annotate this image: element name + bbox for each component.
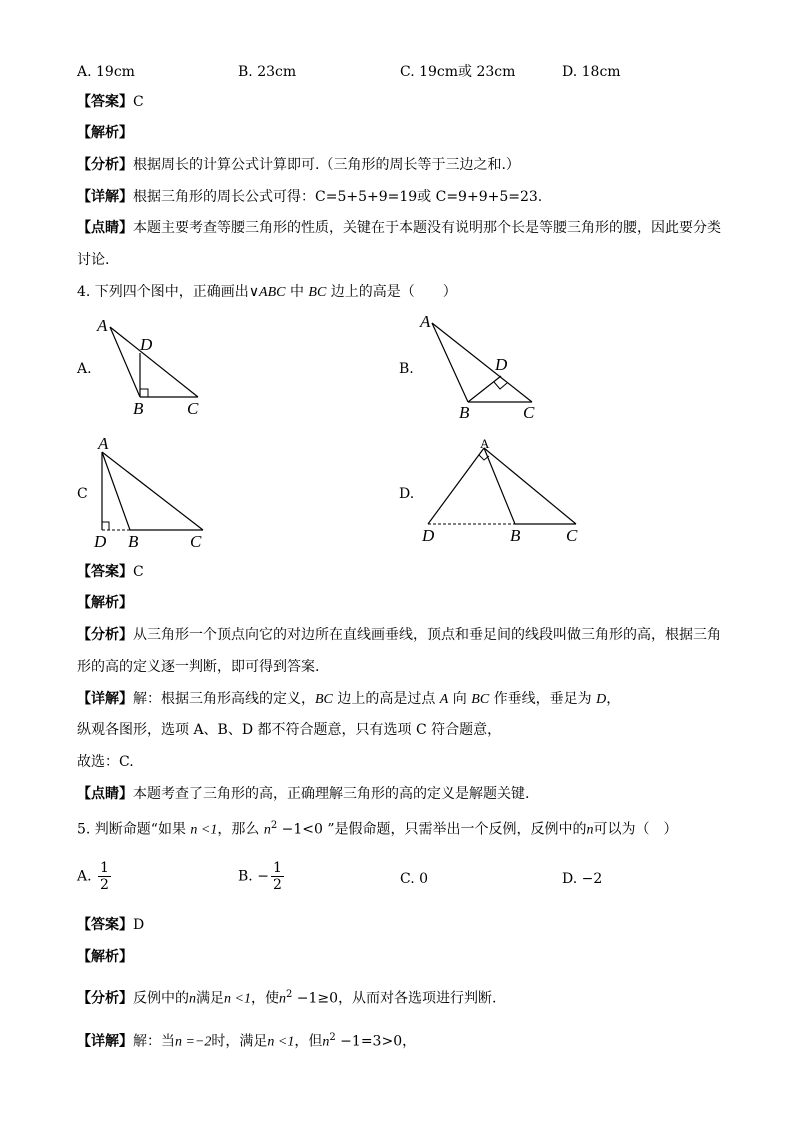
answer-value: D — [133, 917, 145, 933]
q3-xiangjie — [77, 187, 542, 207]
height-bd — [468, 376, 501, 402]
label-a: A — [98, 434, 109, 453]
answer-label: 【答案】 — [77, 564, 133, 580]
q5-stem-prefix: 5. 判断命题“如果 — [77, 821, 191, 838]
xiangjie-bc: BC — [315, 692, 333, 707]
dianjing-text: 本题主要考查等腰三角形的性质，关键在于本题没有说明那个长是等腰三角形的腰，因此要分类 — [133, 220, 721, 236]
xiangjie-pre: 解：当 — [133, 1033, 175, 1050]
xiangjie-res: −1=3>0 — [335, 1033, 403, 1050]
right-angle-mark — [494, 382, 507, 389]
xiangjie-exp: 2 — [329, 1032, 336, 1043]
q4-dianjing — [77, 784, 529, 804]
xiangjie-mid2: ，但 — [294, 1033, 323, 1050]
side-ac — [110, 327, 198, 397]
denominator: 2 — [272, 877, 282, 893]
option-b-label: B. — [238, 868, 253, 885]
q5-option-d — [562, 869, 602, 889]
xiangjie-d: D — [596, 692, 607, 707]
fenxi-text: 根据周长的计算公式计算即可.（三角形的周长等于三边之和.） — [133, 157, 520, 173]
q5-xiangjie — [77, 1028, 416, 1053]
q3-option-d: D. 18cm — [562, 64, 621, 80]
right-angle-mark — [140, 389, 148, 397]
option-d-label: D. — [562, 871, 578, 887]
fenxi-ineq: −1≥0 — [292, 990, 339, 1007]
option-b-fraction — [271, 860, 284, 893]
right-angle-mark — [102, 522, 109, 530]
analysis-label: 【解析】 — [77, 125, 133, 141]
q4-stem — [77, 282, 457, 303]
q5-analysis-heading — [77, 947, 133, 967]
fenxi-var: n — [278, 991, 286, 1007]
q4-analysis-heading — [77, 593, 133, 613]
side-ab — [484, 448, 515, 524]
fenxi-n: n — [189, 991, 196, 1007]
q4-fig-a-label: A. — [77, 361, 92, 377]
q3-option-a: A. 19cm — [77, 64, 135, 80]
label-c: C — [190, 532, 202, 551]
label-b: B — [133, 399, 144, 418]
q5-stem-end: 可以为（ ） — [593, 821, 678, 838]
q3-analysis-heading — [77, 123, 133, 143]
q3-dianjing-cont: 讨论. — [77, 252, 110, 268]
xiangjie-label: 【详解】 — [77, 189, 133, 205]
analysis-label: 【解析】 — [77, 595, 133, 611]
q5-option-c: C. 0 — [400, 871, 429, 887]
q4-stem-suffix: 边上的高是（ ） — [326, 284, 457, 300]
answer-value: C — [133, 564, 144, 580]
q4-answer — [77, 562, 144, 582]
dianjing-text: 本题考查了三角形的高，正确理解三角形的高的定义是解题关键. — [133, 786, 530, 802]
dianjing-label: 【点睛】 — [77, 220, 133, 236]
q4-fig-c-label: C — [77, 486, 88, 502]
q5-stem-exp: 2 — [270, 820, 278, 831]
analysis-label: 【解析】 — [77, 949, 133, 965]
q5-option-b — [238, 860, 286, 893]
q5-stem — [77, 816, 678, 841]
label-b: B — [128, 532, 139, 551]
xiangjie-var: n — [322, 1034, 330, 1050]
q4-figure-c — [88, 432, 218, 552]
option-a-fraction — [98, 860, 111, 893]
q4-figure-b — [415, 310, 555, 422]
answer-label: 【答案】 — [77, 94, 133, 110]
label-b: B — [459, 403, 470, 422]
q3-option-b: B. 23cm — [238, 64, 297, 80]
q5-stem-var: n — [263, 822, 271, 838]
fenxi-mid: 满足 — [196, 990, 224, 1007]
fenxi-end: ，从而对各选项进行判断. — [338, 990, 497, 1007]
xiangjie-mid: 时，满足 — [211, 1033, 268, 1050]
label-d: D — [422, 526, 435, 545]
side-ac — [432, 323, 532, 402]
xiangjie-eq: n =−2 — [175, 1034, 212, 1050]
q4-figure-a — [90, 315, 210, 420]
xiangjie-label: 【详解】 — [77, 691, 133, 707]
label-a: A — [97, 316, 108, 335]
q5-stem-n: n — [586, 822, 594, 838]
xiangjie-mid1: 边上的高是过点 — [332, 691, 440, 707]
q5-stem-mid: ，那么 — [217, 821, 264, 838]
answer-value: C — [133, 94, 144, 110]
fenxi-label: 【分析】 — [77, 627, 133, 643]
q4-fig-d-label: D. — [399, 486, 415, 502]
label-d: D — [94, 532, 107, 551]
fenxi-label: 【分析】 — [77, 157, 133, 173]
q4-fig-b-label: B. — [399, 361, 414, 377]
label-c: C — [566, 526, 578, 545]
q4-xiangjie-line2: 纵观各图形，选项 A、B、D 都不符合题意，只有选项 C 符合题意， — [77, 722, 502, 738]
label-c: C — [523, 403, 535, 422]
q4-xiangjie-line3: 故选：C. — [77, 754, 134, 770]
side-ab — [432, 323, 468, 402]
option-d-value: −2 — [581, 871, 603, 887]
xiangjie-pre: 解：根据三角形高线的定义， — [133, 691, 315, 707]
side-ac — [102, 452, 203, 530]
q4-stem-bc: BC — [308, 285, 327, 300]
xiangjie-label: 【详解】 — [77, 1033, 133, 1050]
numerator: 1 — [272, 860, 282, 876]
q4-fenxi — [77, 625, 721, 645]
xiangjie-mid3: 作垂线，垂足为 — [489, 691, 597, 707]
option-b-sign: − — [257, 868, 269, 885]
side-ab — [102, 452, 130, 530]
xiangjie-bc2: BC — [471, 692, 490, 707]
q4-stem-prefix: 4. 下列四个图中，正确画出 — [77, 284, 249, 300]
q5-fenxi — [77, 985, 497, 1010]
q5-answer — [77, 915, 144, 935]
label-d: D — [495, 355, 508, 374]
q5-stem-cond: n <1 — [190, 822, 218, 838]
numerator: 1 — [100, 860, 109, 876]
fenxi-text: 从三角形一个顶点向它的对边所在直线画垂线，顶点和垂足间的线段叫做三角形的高，根据三角 — [133, 627, 721, 643]
label-b: B — [510, 526, 521, 545]
side-ab — [110, 327, 140, 397]
fenxi-mid2: ，使 — [250, 990, 279, 1007]
q4-stem-mid: 中 — [285, 284, 309, 300]
xiangjie-end: ， — [606, 691, 621, 707]
fenxi-cond: n <1 — [224, 991, 251, 1007]
q5-option-a — [77, 860, 113, 893]
xiangjie-mid2: 向 — [448, 691, 472, 707]
xiangjie-end: ， — [402, 1033, 417, 1050]
q4-stem-triangle: ∨ABC — [248, 285, 286, 300]
fenxi-exp: 2 — [285, 989, 293, 1000]
q5-stem-ineq: −1<0 — [277, 821, 323, 838]
q3-answer — [77, 92, 144, 112]
denominator: 2 — [100, 877, 109, 893]
xiangjie-text: 根据三角形的周长公式可得：C=5+5+9=19或 C=9+9+5=23. — [133, 189, 543, 205]
label-a: A — [480, 436, 490, 451]
q3-dianjing — [77, 218, 721, 238]
q3-fenxi — [77, 155, 520, 175]
q3-option-c: C. 19cm或 23cm — [400, 64, 516, 80]
option-a-label: A. — [77, 868, 92, 885]
fenxi-label: 【分析】 — [77, 990, 133, 1007]
xiangjie-a: A — [439, 692, 449, 707]
fenxi-pre: 反例中的 — [133, 990, 189, 1007]
side-ac — [484, 448, 576, 524]
label-c: C — [187, 399, 199, 418]
q4-fenxi-cont: 形的高的定义逐一判断，即可得到答案. — [77, 659, 320, 675]
xiangjie-cond: n <1 — [267, 1034, 295, 1050]
dianjing-label: 【点睛】 — [77, 786, 133, 802]
q4-xiangjie — [77, 689, 620, 710]
q4-figure-d — [418, 436, 588, 548]
label-a: A — [420, 312, 431, 331]
side-ad — [428, 448, 484, 524]
answer-label: 【答案】 — [77, 917, 133, 933]
label-d: D — [140, 335, 153, 354]
q5-stem-suffix: ”是假命题，只需举出一个反例，反例中的 — [322, 821, 587, 838]
